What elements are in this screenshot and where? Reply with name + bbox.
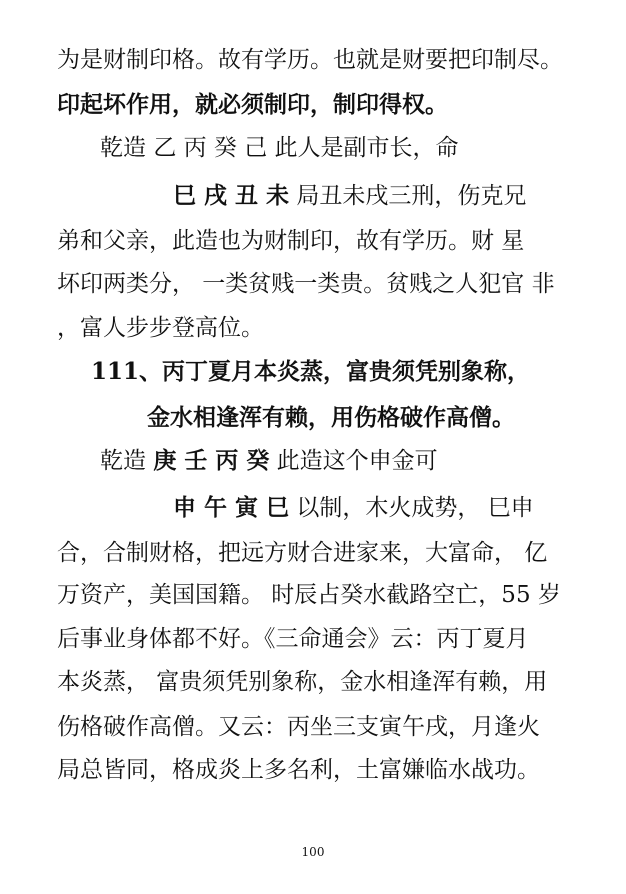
chart-note: 局丑未戌三刑，伤克兄 (289, 183, 527, 209)
chart-note: 此造这个申金可 (269, 448, 438, 474)
body-line-3: 弟和父亲，此造也为财制印，故有学历。财 星 (57, 228, 525, 254)
body-line-10: 伤格破作高僧。又云：丙坐三支寅午戌，月逢火 (57, 714, 540, 740)
chart-line-2 (173, 181, 526, 211)
chart-stems: 庚 壬 丙 癸 (153, 447, 270, 474)
page-number: 100 (301, 845, 325, 859)
verse-line-1: 111、丙丁夏月本炎蒸，富贵须凭别象称， (91, 358, 531, 385)
body-line-6: 合，合制财格，把远方财合进家来，大富命， 亿 (57, 540, 548, 566)
body-line-8: 后事业身体都不好。《三命通会》云：丙丁夏月 (57, 626, 529, 652)
body-line-9: 本炎蒸， 富贵须凭别象称，金水相逢浑有赖，用 (57, 669, 548, 695)
verse-line-2: 金水相逢浑有赖，用伤格破作高僧。 (147, 404, 515, 431)
chart-line-4 (173, 493, 534, 523)
chart-pillars: 乙 丙 癸 己 (153, 135, 268, 161)
chart-branches: 巳 戌 丑 未 (173, 182, 290, 209)
body-line-7: 万资产，美国国籍。 时辰占癸水截路空亡，55 岁 (57, 582, 561, 608)
body-line-5: ，富人步步登高位。 (57, 315, 264, 341)
chart-note: 以制，木火成势， 巳申 (289, 495, 534, 521)
body-line-1: 为是财制印格。故有学历。也就是财要把印制尽。 (57, 47, 563, 73)
chart-label: 乾造 (100, 448, 154, 474)
chart-branches: 申 午 寅 巳 (173, 494, 290, 521)
body-line-2-bold: 印起坏作用，就必须制印，制印得权。 (57, 91, 448, 118)
chart-line-3 (100, 446, 438, 476)
body-line-11: 局总皆同，格成炎上多名利，土富嫌临水战功。 (57, 757, 540, 783)
chart-line-1 (100, 133, 459, 163)
chart-note: 此人是副市长，命 (267, 135, 459, 161)
chart-label: 乾造 (100, 135, 154, 161)
body-line-4: 坏印两类分， 一类贫贱一类贵。贫贱之人犯官 非 (57, 271, 555, 297)
